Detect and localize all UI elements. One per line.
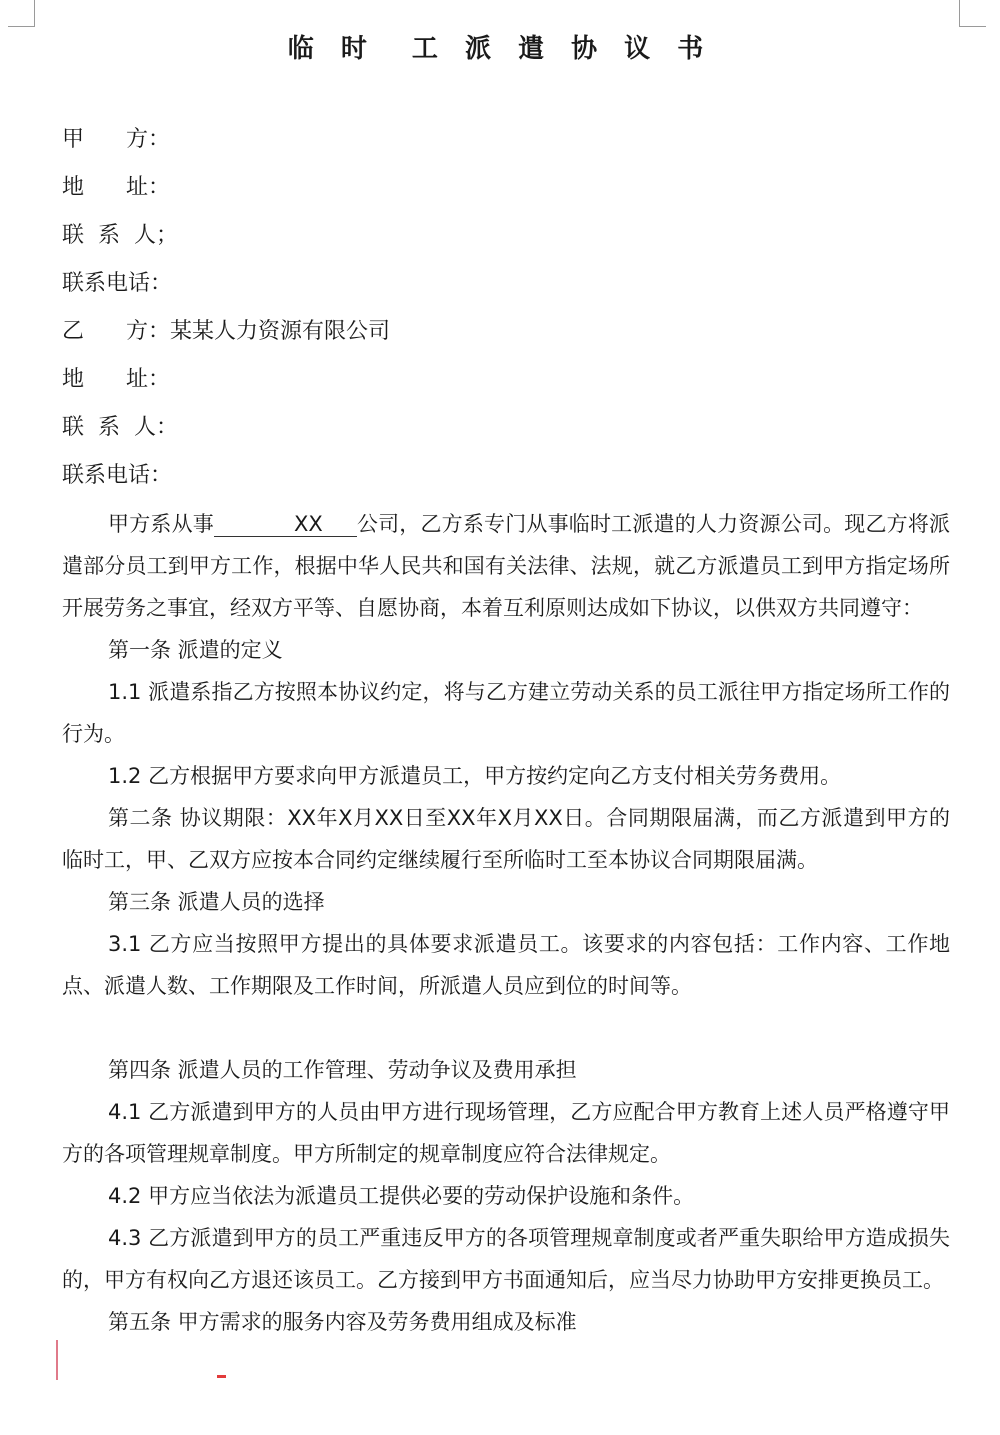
party-a-phone-label: 联系电话：	[62, 271, 173, 296]
intro-suffix: 公司，乙方系专门从事临时工派遣的人力资源公司。现乙方将派遣部分员工到甲方工作，根据中华人民共和国有关法律、法规，就乙方派遣员工到甲方指定场所开展劳务之事宜，经双方平等、自愿协商，本着互利原则达成如下协议，以供双方共同遵守：	[62, 512, 951, 620]
text-cursor	[56, 1340, 58, 1380]
clause-4-1: 4.1 乙方派遣到甲方的人员由甲方进行现场管理，乙方应配合甲方教育上述人员严格遵守甲方的各项管理规章制度。甲方所制定的规章制度应符合法律规定。	[62, 1100, 950, 1166]
page-corner-mark-right	[959, 0, 986, 27]
intro-prefix: 甲方系从事	[108, 512, 214, 536]
party-b-contact-label: 联 系 人：	[62, 415, 178, 440]
clause-1-1: 1.1 派遣系指乙方按照本协议约定，将与乙方建立劳动关系的员工派往甲方指定场所工作的行为。	[62, 680, 950, 746]
article-2: 第二条 协议期限：XX年X月XX日至XX年X月XX日。合同期限届满，而乙方派遣到甲方的临时工，甲、乙双方应按本合同约定继续履行至所临时工至本协议合同期限届满。	[62, 806, 950, 872]
party-b-name-value: 某某人力资源有限公司	[169, 319, 390, 344]
party-b-address-label: 地 址：	[62, 367, 170, 392]
article-5-title: 第五条 甲方需求的服务内容及劳务费用组成及标准	[108, 1310, 577, 1334]
edit-mark	[217, 1375, 226, 1378]
article-1-title: 第一条 派遣的定义	[108, 638, 283, 662]
clause-4-2: 4.2 甲方应当依法为派遣员工提供必要的劳动保护设施和条件。	[108, 1184, 695, 1208]
party-b-phone-label: 联系电话：	[62, 463, 173, 488]
clause-1-2: 1.2 乙方根据甲方要求向甲方派遣员工，甲方按约定向乙方支付相关劳务费用。	[108, 764, 842, 788]
clause-4-3: 4.3 乙方派遣到甲方的员工严重违反甲方的各项管理规章制度或者严重失职给甲方造成损失的，甲方有权向乙方退还该员工。乙方接到甲方书面通知后，应当尽力协助甲方安排更换员工。	[62, 1226, 950, 1292]
party-b-name-label: 乙 方：	[62, 319, 170, 344]
party-a-name-label: 甲 方：	[62, 127, 170, 152]
document-title: 临 时 工 派 遣 协 议 书	[287, 34, 713, 64]
article-3-title: 第三条 派遣人员的选择	[108, 890, 325, 914]
article-4-title: 第四条 派遣人员的工作管理、劳动争议及费用承担	[108, 1058, 577, 1082]
party-a-contact-label: 联 系 人；	[62, 223, 178, 248]
party-b-name-line	[62, 317, 390, 347]
page-corner-mark-left	[8, 0, 35, 27]
intro-paragraph	[62, 503, 950, 629]
clause-3-1: 3.1 乙方应当按照甲方提出的具体要求派遣员工。该要求的内容包括：工作内容、工作地点、派遣人数、工作期限及工作时间，所派遣人员应到位的时间等。	[62, 932, 950, 998]
party-a-address-label: 地 址：	[62, 175, 170, 200]
business-blank: XX	[214, 512, 357, 537]
agreement-body	[62, 503, 950, 1343]
